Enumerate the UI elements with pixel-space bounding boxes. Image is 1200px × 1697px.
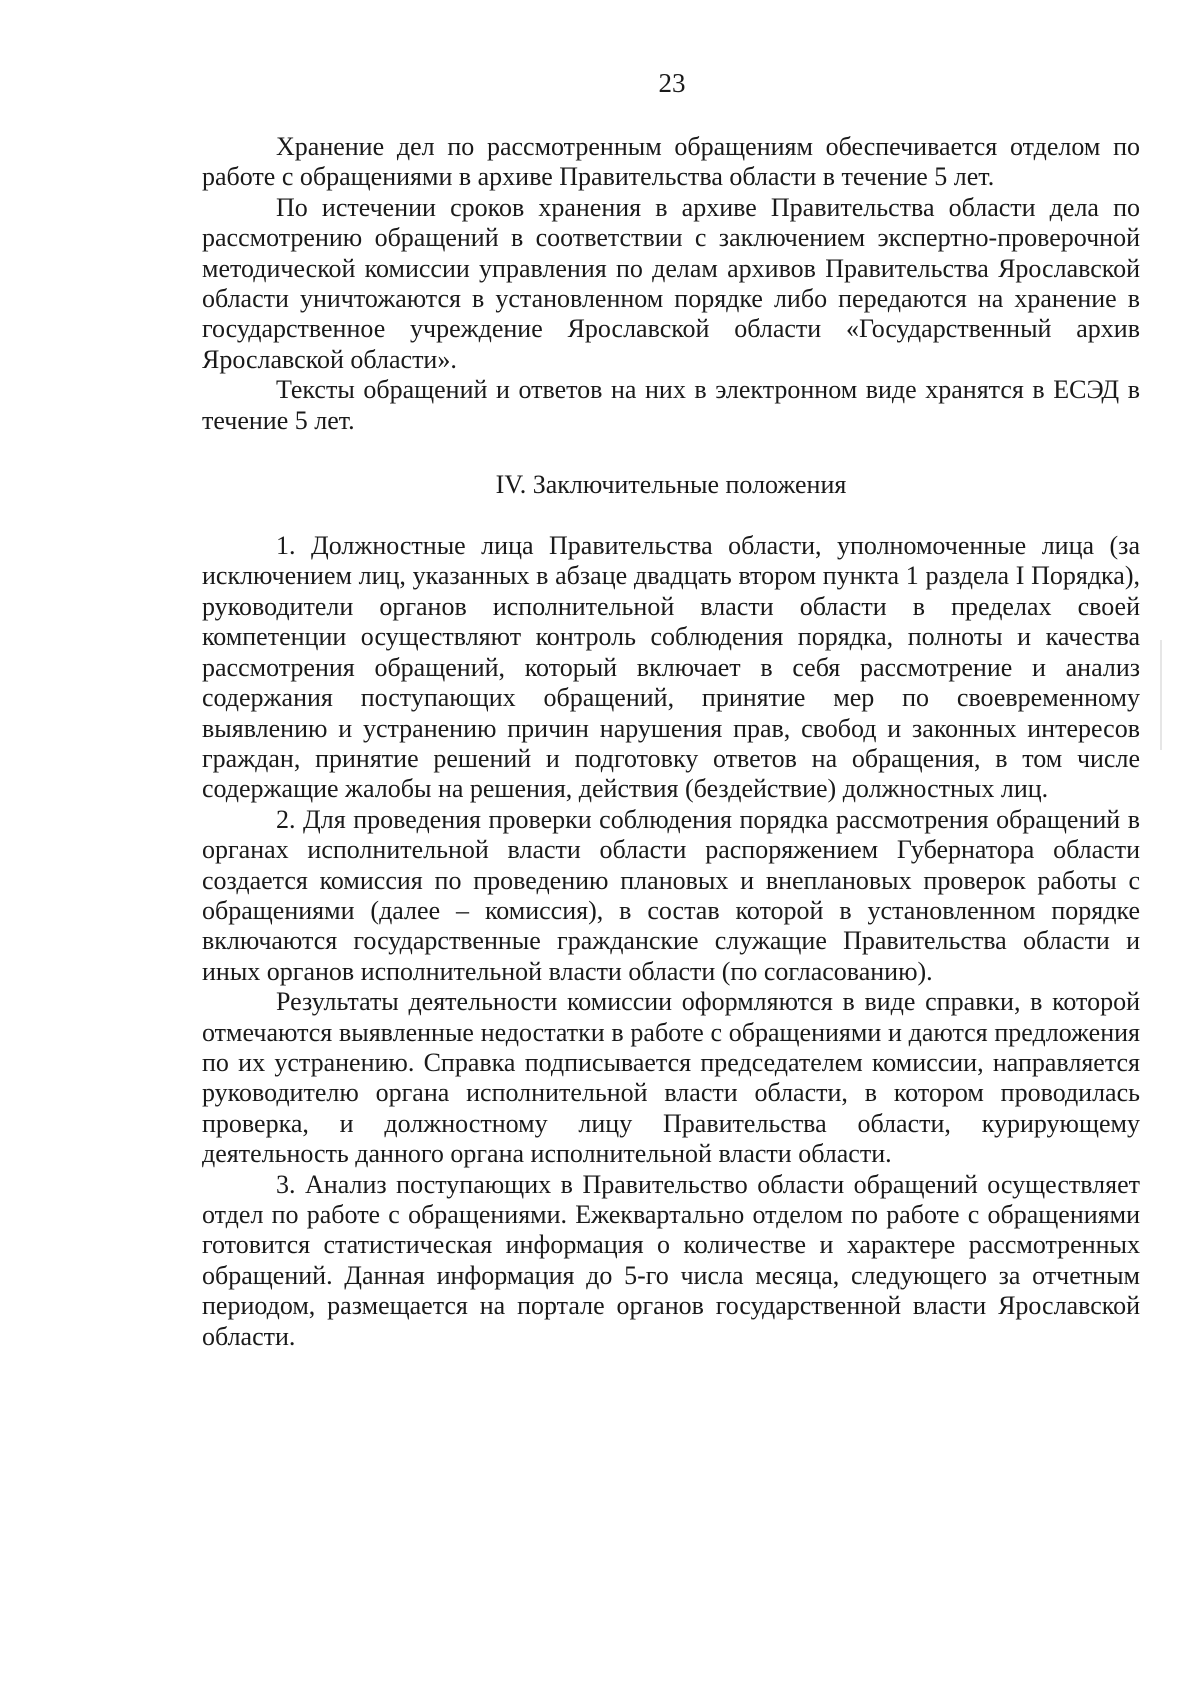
- document-body: [202, 132, 1140, 1352]
- paragraph-electronic-storage: Тексты обращений и ответов на них в электронном виде хранятся в ЕСЭД в течение 5 лет.: [202, 375, 1140, 435]
- scan-artifact: [1160, 640, 1162, 750]
- paragraph-item-3-analysis: 3. Анализ поступающих в Правительство области обращений осуществляет отдел по работе с обращениями. Ежеквартально отделом по работе с обращениями готовится статистическая информация о количестве и характере рассмотренных обращений. Данная информация до 5-го числа месяца, следующего за отчетным периодом, размещается на портале органов государственной власти Ярославской области.: [202, 1169, 1140, 1351]
- paragraph-item-2-commission: 2. Для проведения проверки соблюдения порядка рассмотрения обращений в органах исполнительной власти области распоряжением Губернатора области создается комиссия по проведению плановых и внеплановых проверок работы с обращениями (далее – комиссия), в состав которой в установленном порядке включаются государственные гражданские служащие Правительства области и иных органов исполнительной власти области (по согласованию).: [202, 804, 1140, 986]
- page-number: 23: [658, 68, 686, 98]
- paragraph-after-storage-period: По истечении сроков хранения в архиве Правительства области дела по рассмотрению обращений в соответствии с заключением экспертно-проверочной методической комиссии управления по делам архивов Правительства Ярославской области уничтожаются в установленном порядке либо передаются на хранение в государственное учреждение Ярославской области «Государственный архив Ярославской области».: [202, 192, 1140, 374]
- paragraph-commission-results: Результаты деятельности комиссии оформляются в виде справки, в которой отмечаются выявленные недостатки в работе с обращениями и даются предложения по их устранению. Справка подписывается председателем комиссии, направляется руководителю органа исполнительной власти области, в котором проводилась проверка, и должностному лицу Правительства области, курирующему деятельность данного органа исполнительной власти области.: [202, 987, 1140, 1169]
- paragraph-item-1-control: 1. Должностные лица Правительства области, уполномоченные лица (за исключением лиц, указанных в абзаце двадцать втором пункта 1 раздела I Порядка), руководители органов исполнительной власти области в пределах своей компетенции осуществляют контроль соблюдения порядка, полноты и качества рассмотрения обращений, который включает в себя рассмотрение и анализ содержания поступающих обращений, принятие мер по своевременному выявлению и устранению причин нарушения прав, свобод и законных интересов граждан, принятие решений и подготовку ответов на обращения, в том числе содержащие жалобы на решения, действия (бездействие) должностных лиц.: [202, 531, 1140, 804]
- section-heading: IV. Заключительные положения: [495, 470, 847, 500]
- paragraph-storage-of-cases: Хранение дел по рассмотренным обращениям обеспечивается отделом по работе с обращениями в архиве Правительства области в течение 5 лет.: [202, 132, 1140, 192]
